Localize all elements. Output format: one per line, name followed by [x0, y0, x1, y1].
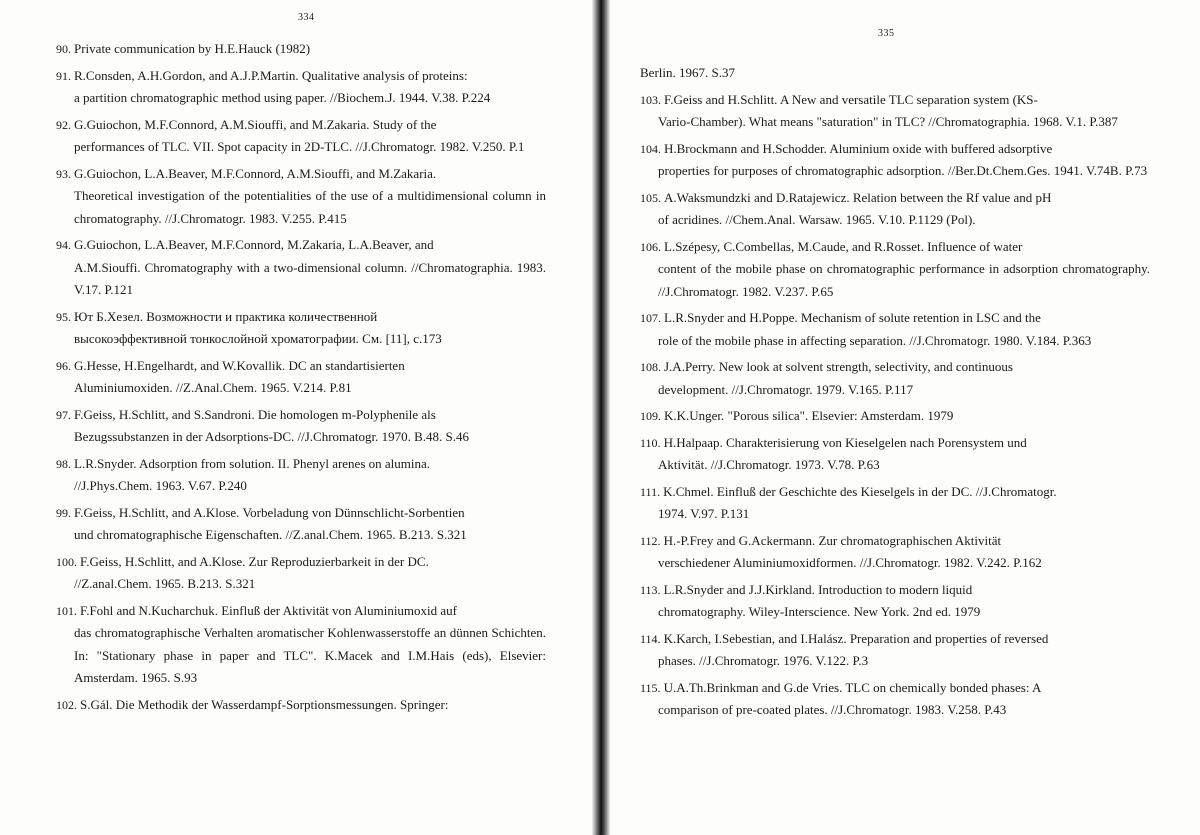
reference-number: 109. [640, 409, 661, 423]
reference-number: 115. [640, 680, 661, 695]
reference-text-first: H.Halpaap. Charakterisierung von Kieselgelen nach Porensystem und [663, 434, 1027, 450]
reference-item [640, 677, 1150, 722]
reference-text-first: L.R.Snyder and J.J.Kirkland. Introduction to modern liquid [663, 581, 973, 597]
reference-item [640, 187, 1150, 232]
reference-text-rest: Aktivität. //J.Chromatogr. 1973. V.78. P.63 [658, 457, 880, 472]
reference-item [56, 65, 546, 110]
reference-text-first: S.Gál. Die Methodik der Wasserdampf-Sorptionsmessungen. Springer: [80, 696, 449, 712]
reference-item [56, 234, 546, 302]
left-page [0, 0, 595, 835]
reference-item [56, 502, 546, 547]
reference-item [56, 694, 546, 717]
reference-text-first: G.Hesse, H.Engelhardt, and W.Kovallik. DC an standartisierten [74, 357, 405, 373]
reference-text-first: K.K.Unger. "Porous silica". Elsevier: Amsterdam. 1979 [664, 408, 954, 423]
reference-text-first: F.Geiss, H.Schlitt, and S.Sandroni. Die homologen m-Polyphenile als [74, 406, 436, 422]
reference-text-first: H.Brockmann and H.Schodder. Aluminium oxide with buffered adsorptive [664, 140, 1053, 156]
reference-number: 97. [56, 407, 71, 422]
reference-number: 91. [56, 68, 71, 83]
reference-text-rest: A.M.Siouffi. Chromatography with a two-dimensional column. //Chromatographia. 1983. V.17. P.121 [74, 259, 546, 297]
reference-item [640, 481, 1150, 526]
reference-text-rest: Bezugssubstanzen in der Adsorptions-DC. //J.Chromatogr. 1970. B.48. S.46 [74, 429, 470, 444]
reference-text-first: G.Guiochon, L.A.Beaver, M.F.Connord, A.M.Siouffi, and M.Zakaria. [74, 165, 437, 181]
reference-number: 101. [56, 603, 77, 618]
reference-text-rest: //J.Phys.Chem. 1963. V.67. P.240 [74, 478, 247, 493]
reference-text-rest: comparison of pre-coated plates. //J.Chromatogr. 1983. V.258. P.43 [658, 702, 1007, 717]
book-gutter [592, 0, 610, 835]
reference-item [640, 628, 1150, 673]
page-number: 334 [298, 12, 315, 23]
reference-text-rest: of acridines. //Chem.Anal. Warsaw. 1965. V.10. P.1129 (Pol). [658, 212, 976, 227]
reference-number: 95. [56, 309, 71, 324]
reference-number: 111. [640, 484, 661, 499]
reference-number: 104. [640, 141, 661, 156]
reference-item [640, 307, 1150, 352]
reference-text-first: H.-P.Frey and G.Ackermann. Zur chromatographischen Aktivität [663, 532, 1002, 548]
reference-item [640, 405, 1150, 428]
reference-number: 102. [56, 697, 77, 712]
reference-item [640, 356, 1150, 401]
reference-text-first: K.Karch, I.Sebestian, and I.Halász. Preparation and properties of reversed [663, 630, 1049, 646]
reference-number: 110. [640, 435, 661, 450]
reference-text-first: J.A.Perry. New look at solvent strength, selectivity, and continuous [664, 359, 1013, 374]
page-number: 335 [878, 28, 895, 39]
reference-text-rest: //Z.anal.Chem. 1965. B.213. S.321 [74, 576, 256, 591]
reference-text-rest: высокоэффективной тонкослойной хроматографии. См. [11], с.173 [74, 331, 442, 346]
reference-text-rest: verschiedener Aluminiumoxidformen. //J.Chromatogr. 1982. V.242. P.162 [658, 555, 1042, 570]
reference-text-rest: Theoretical investigation of the potentialities of the use of a multidimensional column in chromatography. //J.Chromatogr. 1983. V.255. P.415 [74, 188, 546, 226]
reference-text-rest: chromatography. Wiley-Interscience. New York. 2nd ed. 1979 [658, 604, 981, 619]
reference-text-rest: 1974. V.97. P.131 [658, 506, 750, 521]
reference-number: 100. [56, 554, 77, 569]
reference-number: 108. [640, 360, 661, 374]
reference-text-first: U.A.Th.Brinkman and G.de Vries. TLC on chemically bonded phases: A [663, 679, 1042, 695]
reference-number: 93. [56, 166, 71, 181]
reference-item [640, 530, 1150, 575]
reference-item [56, 163, 546, 231]
reference-item [56, 551, 546, 596]
reference-number: 113. [640, 582, 661, 597]
reference-continuation [640, 62, 1150, 85]
reference-item [56, 38, 546, 61]
reference-text-first: R.Consden, A.H.Gordon, and A.J.P.Martin. Qualitative analysis of proteins: [74, 67, 468, 83]
reference-text-first: A.Waksmundzki and D.Ratajewicz. Relation between the Rf value and pH [664, 189, 1052, 205]
reference-text-rest: Aluminiumoxiden. //Z.Anal.Chem. 1965. V.214. P.81 [74, 380, 352, 395]
reference-text-rest: performances of TLC. VII. Spot capacity in 2D-TLC. //J.Chromatogr. 1982. V.250. P.1 [74, 139, 525, 154]
reference-text-first: Private communication by H.E.Hauck (1982) [74, 41, 311, 56]
reference-item [640, 89, 1150, 134]
reference-list [640, 62, 1150, 726]
reference-number: 112. [640, 533, 661, 548]
reference-number: 92. [56, 117, 71, 132]
reference-item [56, 404, 546, 449]
reference-number: 105. [640, 190, 661, 205]
reference-text-rest: a partition chromatographic method using paper. //Biochem.J. 1944. V.38. P.224 [74, 90, 491, 105]
reference-number: 96. [56, 358, 71, 373]
reference-number: 94. [56, 238, 71, 252]
reference-text-first: Ют Б.Хезел. Возможности и практика количественной [74, 308, 378, 324]
reference-number: 106. [640, 239, 661, 254]
reference-item [56, 453, 546, 498]
reference-number: 107. [640, 311, 661, 325]
reference-text-first: K.Chmel. Einfluß der Geschichte des Kieselgels in der DC. //J.Chromatogr. [663, 483, 1057, 499]
reference-text-first: F.Fohl and N.Kucharchuk. Einfluß der Aktivität von Aluminiumoxid auf [80, 602, 457, 618]
reference-item [56, 114, 546, 159]
reference-item [640, 138, 1150, 183]
reference-item [56, 355, 546, 400]
reference-text-first: L.Szépesy, C.Combellas, M.Caude, and R.Rosset. Influence of water [664, 238, 1023, 254]
reference-number: 99. [56, 505, 71, 520]
reference-text-first: F.Geiss and H.Schlitt. A New and versatile TLC separation system (KS- [664, 91, 1038, 107]
reference-text-first: G.Guiochon, M.F.Connord, A.M.Siouffi, and M.Zakaria. Study of the [74, 116, 437, 132]
reference-text-first: L.R.Snyder and H.Poppe. Mechanism of solute retention in LSC and the [664, 310, 1041, 325]
reference-text-rest: role of the mobile phase in affecting separation. //J.Chromatogr. 1980. V.184. P.363 [658, 332, 1092, 348]
reference-text-rest: properties for purposes of chromatographic adsorption. //Ber.Dt.Chem.Ges. 1941. V.74B. P.73 [658, 163, 1148, 178]
reference-text-rest: content of the mobile phase on chromatographic performance in adsorption chromatography. //J.Chromatogr. 1982. V.237. P.65 [658, 261, 1150, 299]
reference-text-first: F.Geiss, H.Schlitt, and A.Klose. Zur Reproduzierbarkeit in der DC. [80, 553, 429, 569]
reference-text-rest: und chromatographische Eigenschaften. //Z.anal.Chem. 1965. B.213. S.321 [74, 527, 467, 542]
reference-number: 98. [56, 456, 71, 471]
reference-number: 103. [640, 92, 661, 107]
reference-text-rest: Vario-Chamber). What means "saturation" in TLC? //Chromatographia. 1968. V.1. P.387 [658, 114, 1118, 129]
reference-text-rest: das chromatographische Verhalten aromatischer Kohlenwasserstoffe an dünnen Schichten. In: "Stationary phase in paper and TLC". K.Macek and I.M.Hais (eds), Elsevier: Amsterdam. 1965. S.93 [74, 625, 546, 685]
reference-item [640, 579, 1150, 624]
reference-item [56, 306, 546, 351]
reference-text-first: G.Guiochon, L.A.Beaver, M.F.Connord, M.Zakaria, L.A.Beaver, and [74, 237, 434, 252]
reference-text-first: F.Geiss, H.Schlitt, and A.Klose. Vorbeladung von Dünnschlicht-Sorbentien [74, 504, 465, 520]
reference-item [640, 432, 1150, 477]
reference-item [640, 236, 1150, 304]
reference-number: 90. [56, 42, 71, 56]
reference-text-rest: Berlin. 1967. S.37 [640, 65, 735, 80]
reference-list [56, 38, 546, 720]
right-page [610, 0, 1200, 835]
reference-text-first: L.R.Snyder. Adsorption from solution. II. Phenyl arenes on alumina. [74, 455, 431, 471]
reference-text-rest: development. //J.Chromatogr. 1979. V.165. P.117 [658, 381, 914, 397]
reference-text-rest: phases. //J.Chromatogr. 1976. V.122. P.3 [658, 653, 869, 668]
reference-number: 114. [640, 631, 661, 646]
reference-item [56, 600, 546, 690]
